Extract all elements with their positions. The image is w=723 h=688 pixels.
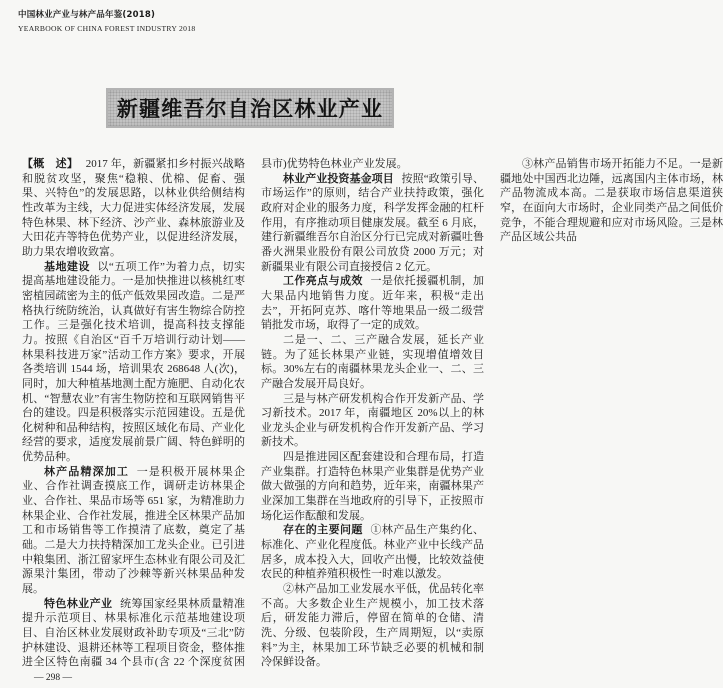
article-body [22,157,723,671]
paragraph-text: 二是一、二、三产融合发展，延长产业链。为了延长林果产业链，实现增值增效目标。30%左右的南疆林果龙头企业一、二、三产融合发展开局良好。 [261,333,484,390]
paragraph-text: 一是积极开展林果企业、合作社调查摸底工作，调研走访林果企业、合作社、果品市场等 651 家，为精准助力林果企业、合作社发展，推进全区林果产品加工和市场销售等工作摸清了底数，奠定了基础。二是大力扶持精深加工龙头企业。已引进中粮集团、浙江留家坪生态林业有限公司及汇源果汁集团，带动了沙棘等新兴林果品种发展。 [22,465,246,596]
section-heading: 特色林业产业 [44,596,113,610]
paragraph-highlight-2 [261,333,484,392]
section-heading: 工作亮点与成效 [283,274,363,288]
paragraph-problem-2 [261,582,484,670]
paragraph-text: 统筹国家经果林质量精准提升示范项目、林果标准化示范基地建设项目、自治区林业发展财政补助专项及“三北”防护林建设、退耕还林等工程项目资金，整体推进全区特色南疆 34 个县市(含 22 个深度贫困县市)优势特色林业产业发展。 [22,158,408,669]
paragraph-text: 按照“政策引导、市场运作”的原则，结合产业扶持政策，强化政府对企业的服务力度，科学发挥金融的杠杆作用，有序推动项目健康发展。截至 6 月底，建行新疆维吾尔自治区分行已完成对新疆吐鲁番火洲果业股份有限公司放贷 2000 万元；对新疆果业有限公司直接授信 2 亿元。 [261,172,484,273]
section-heading: 林产品精深加工 [44,464,130,478]
paragraph-overview [22,157,245,260]
section-heading: 基地建设 [44,259,90,273]
paragraph-deep-processing [22,465,245,597]
paragraph-text: 三是与林产研发机构合作开发新产品、学习新技术。2017 年，南疆地区 20%以上的林业龙头企业与研发机构合作开发新产品、学习新技术。 [261,392,484,449]
section-heading: 存在的主要问题 [283,523,363,537]
title-banner [106,88,394,128]
paragraph-highlights [261,274,484,333]
paragraph-text: 2017 年，新疆紧扣乡村振兴战略和脱贫攻坚，聚焦“稳粮、优棉、促畜、强果、兴特色”的发展思路，以林业供给侧结构性改革为主线，大力促进实体经济发展，发展特色林果、林下经济、沙产业、森林旅游业及大田花卉等特色优势产业，以促进经济发展，助力果农增收致富。 [22,158,246,258]
paragraph-text: ①林产品生产集约化、标准化、产业化程度低。林业产业中长线产品居多，成本投入大，回收产出慢，比较效益使农民的种植养殖积极性一时难以激发。 [261,524,485,581]
section-heading: 【概 述】 [22,157,79,170]
paragraph-text: 四是推进园区配套建设和合理布局，打造产业集群。打造特色林果产业集群是优势产业做大做强的方向和趋势，近年来，南疆林果产业深加工集群在当地政府的引导下，正按照市场化运作酝酿和发展。 [261,451,484,522]
paragraph-highlight-4 [261,450,484,523]
paragraph-text: 以“五项工作”为着力点，切实提高基地建设能力。一是加快推进以核桃红枣密植园疏密为主的低产低效果园改造。二是严格执行统防统治，认真做好有害生物综合防控工作。三是强化技术培训，提高科技支撑能力。按照《自治区“百千万培训行动计划——林果科技进万家”活动工作方案》要求，开展各类培训 1544 场，培训果农 268648 人(次)，同时，加大种植基地测土配方施肥、自动化农机、“智慧农业”有害生物防控和互联网销售平台的建设。四是积极落实示范园建设。五是优化树种和品种结构，按照区域化布局、产业化经营的要求，适度发展前景广阔、特色鲜明的优势品种。 [22,260,246,464]
running-head-chinese: 中国林业产业与林产品年鉴(2018) [18,10,156,20]
section-heading: 林业产业投资基金项目 [283,171,394,185]
article-title: 新疆维吾尔自治区林业产业 [116,97,384,121]
paragraph-problems [261,523,484,582]
paragraph-investment-fund [261,172,484,275]
paragraph-problem-3 [500,157,723,245]
paragraph-text: ②林产品加工业发展水平低，优品转化率不高。大多数企业生产规模小，加工技术落后，研发能力滞后，停留在简单的仓储、清洗、分级、包装阶段，生产周期短，以“卖原料”为主，林果加工环节缺乏必要的机械和制冷保鲜设备。 [261,583,484,669]
paragraph-highlight-3 [261,392,484,451]
paragraph-text: 一是依托援疆机制，加大果品内地销售力度。近年来，积极“走出去”，开拓阿克苏、喀什等地果品一级二级营销批发市场，取得了一定的成效。 [261,275,485,332]
paragraph-text: ③林产品销售市场开拓能力不足。一是新疆地处中国西北边陲，远离国内主体市场，林产品物流成本高。二是获取市场信息渠道狭窄，在面向大市场时，企业同类产品之间低价竞争，不能合理规避和应对市场风险。三是林产品区域公共品 [500,158,723,244]
page-number: — 298 — [34,673,72,683]
paragraph-base-construction [22,260,245,465]
running-head-english: YEARBOOK OF CHINA FOREST INDUSTRY 2018 [18,24,196,33]
